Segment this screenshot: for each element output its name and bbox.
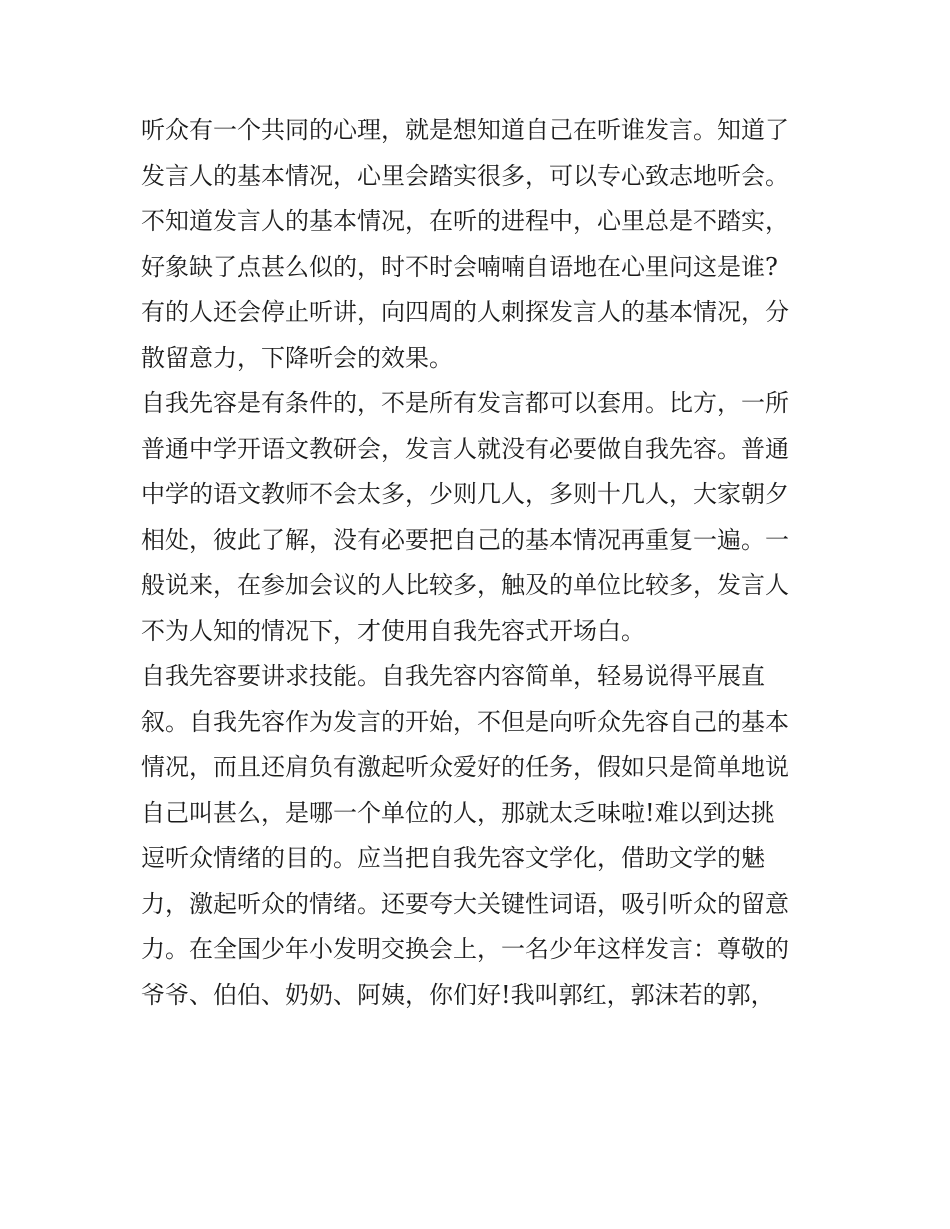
text-line: 好象缺了点甚么似的，时不时会喃喃自语地在心里问这是谁?: [141, 252, 778, 281]
document-body: [141, 108, 821, 1018]
text-line: 不知道发言人的基本情况，在听的进程中，心里总是不踏实，: [141, 207, 789, 235]
text-line: 情况，而且还肩负有激起听众爱好的任务，假如只是简单地说: [141, 753, 789, 781]
text-line: 普通中学开语文教研会，发言人就没有必要做自我先容。普通: [141, 434, 789, 463]
text-line: 逗听众情绪的目的。应当把自我先容文学化，借助文学的魅: [141, 844, 765, 872]
text-line: 有的人还会停止听讲，向四周的人刺探发言人的基本情况，分: [141, 298, 789, 326]
text-line: 自己叫甚么，是哪一个单位的人，那就太乏味啦!难以到达挑: [141, 798, 775, 827]
text-line: 相处，彼此了解，没有必要把自己的基本情况再重复一遍。一: [141, 525, 789, 554]
text-line: 力。在全国少年小发明交换会上，一名少年这样发言：尊敬的: [141, 935, 789, 963]
text-line: 听众有一个共同的心理，就是想知道自己在听谁发言。知道了: [141, 116, 789, 144]
text-line: 散留意力，下降听会的效果。: [141, 343, 453, 372]
text-line: 叙。自我先容作为发言的开始，不但是向听众先容自己的基本: [141, 707, 789, 736]
text-line: 中学的语文教师不会太多，少则几人，多则十几人，大家朝夕: [141, 480, 789, 508]
text-line: 般说来，在参加会议的人比较多，触及的单位比较多，发言人: [141, 571, 789, 599]
text-line: 不为人知的情况下，才使用自我先容式开场白。: [141, 616, 645, 645]
text-line: 自我先容是有条件的，不是所有发言都可以套用。比方，一所: [141, 389, 789, 417]
text-line: 力，激起听众的情绪。还要夸大关键性词语，吸引听众的留意: [141, 889, 789, 918]
text-line: 发言人的基本情况，心里会踏实很多，可以专心致志地听会。: [141, 161, 789, 190]
text-line: 爷爷、伯伯、奶奶、阿姨，你们好!我叫郭红，郭沫若的郭，: [141, 980, 775, 1009]
text-line: 自我先容要讲求技能。自我先容内容简单，轻易说得平展直: [141, 662, 765, 690]
